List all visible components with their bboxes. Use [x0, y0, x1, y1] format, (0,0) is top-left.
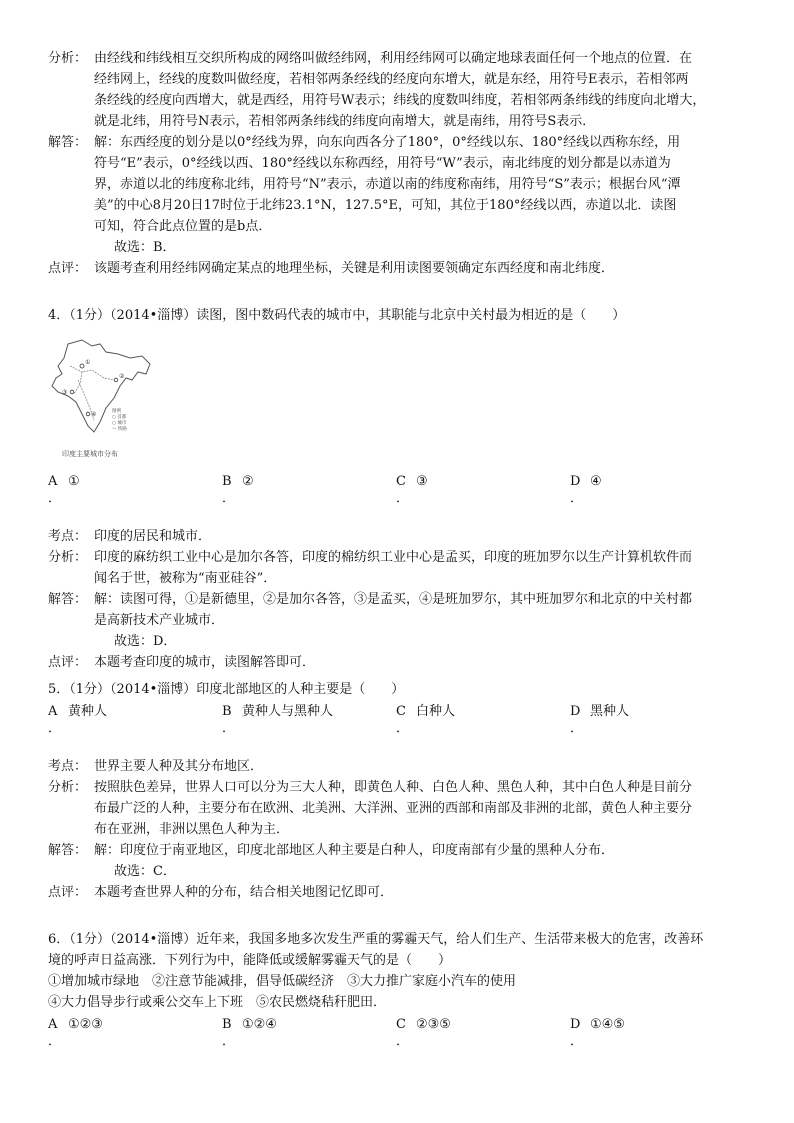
- q5-comment: [48, 882, 758, 903]
- q6-stem: [48, 929, 758, 1013]
- text-line: 就是北纬，用符号N表示，若相邻两条纬线的纬度向南增大，就是南纬，用符号S表示．: [94, 114, 596, 129]
- choice-line: 故选：B．: [114, 240, 176, 255]
- kaodian-label: 考点：: [48, 759, 88, 774]
- text-line: ④大力倡导步行或乘公交车上下班 ⑤农民燃烧秸秆肥田．: [48, 995, 387, 1010]
- option-letter: D: [570, 474, 581, 489]
- choice-line: 故选：D．: [114, 634, 177, 649]
- option-letter: C: [396, 704, 406, 719]
- india-map-image: [48, 336, 152, 462]
- text-line: 闻名于世，被称为“南亚硅谷”．: [94, 571, 277, 586]
- text-line: 解：读图可得，①是新德里，②是加尔各答，③是孟买，④是班加罗尔，其中班加罗尔和北京的中关村都: [94, 592, 693, 607]
- option-letter: A: [48, 704, 58, 719]
- kaodian-text: 世界主要人种及其分布地区．: [94, 759, 264, 774]
- option-c[interactable]: [396, 472, 570, 510]
- text-line: 境的呼声日益高涨．下列行为中，能降低或缓解雾霾天气的是（ ）: [48, 953, 452, 968]
- text-line: 符号“E”表示，0°经线以西、180°经线以东称西经，用符号“W”表示，南北纬度的划分都是以赤道为: [94, 156, 671, 171]
- comment-text: 该题考查利用经纬网确定某点的地理坐标，关键是利用读图要领确定东西经度和南北纬度．: [94, 261, 615, 276]
- option-dot: ．: [48, 491, 62, 506]
- comment-text: 本题考查印度的城市，读图解答即可．: [94, 655, 316, 670]
- option-dot: ．: [396, 1034, 410, 1049]
- q6-options: [48, 1015, 748, 1053]
- analysis-label: 分析：: [48, 51, 88, 66]
- text-line: 是高新技术产业城市．: [94, 613, 225, 628]
- option-b[interactable]: [222, 702, 396, 740]
- option-letter: C: [396, 474, 406, 489]
- india-map-figure: [48, 336, 152, 462]
- option-letter: B: [222, 474, 232, 489]
- option-d[interactable]: [570, 472, 744, 510]
- option-dot: ．: [396, 721, 410, 736]
- choice-line: 故选：C．: [114, 864, 176, 879]
- text-line: 布最广泛的人种，主要分布在欧洲、北美洲、大洋洲、亚洲的西部和南部及非洲的北部，黄色人种主要分: [94, 801, 693, 816]
- option-text: ②: [242, 474, 254, 489]
- option-letter: D: [570, 1017, 581, 1032]
- option-letter: B: [222, 704, 232, 719]
- q5-kaodian: [48, 756, 758, 777]
- option-dot: ．: [396, 491, 410, 506]
- legend-title: 图例: [112, 409, 121, 414]
- option-text: ①②③: [68, 1017, 103, 1032]
- option-dot: ．: [48, 721, 62, 736]
- q3-analysis: [48, 48, 758, 132]
- option-text: ④: [590, 474, 602, 489]
- comment-label: 点评：: [48, 885, 88, 900]
- kaodian-label: 考点：: [48, 529, 88, 544]
- text-line: 按照肤色差异，世界人口可以分为三大人种，即黄色人种、白色人种、黑色人种，其中白色人种是目前分: [94, 780, 693, 795]
- text-line: 解：印度位于南亚地区，印度北部地区人种主要是白种人，印度南部有少量的黑种人分布．: [94, 843, 615, 858]
- text-line: 美”的中心8月20日17时位于北纬23.1°N，127.5°E，可知，其位于180°经线以西，赤道以北．读图: [94, 198, 677, 213]
- q5-analysis: [48, 777, 758, 840]
- option-a[interactable]: [48, 472, 222, 510]
- text-line: 6．（1分）（2014•淄博）近年来，我国多地多次发生严重的雾霾天气，给人们生产、生活带来极大的危害，改善环: [48, 932, 704, 947]
- legend-capital: ○ 首都: [112, 415, 127, 420]
- text-line: 解：东西经度的划分是以0°经线为界，向东向西各分了180°，0°经线以东、180°经线以西称东经，用: [94, 135, 681, 150]
- kaodian-text: 印度的居民和城市．: [94, 529, 212, 544]
- option-text: ①: [68, 474, 80, 489]
- answer-label: 解答：: [48, 592, 88, 607]
- option-dot: ．: [570, 721, 584, 736]
- option-text: ③: [416, 474, 428, 489]
- option-text: 黑种人: [590, 704, 630, 719]
- svg-text:④: ④: [91, 411, 97, 418]
- option-letter: C: [396, 1017, 406, 1032]
- text-line: 由经线和纬线相互交织所构成的网络叫做经纬网，利用经纬网可以确定地球表面任何一个地点的位置．在: [94, 51, 693, 66]
- q5-options: [48, 702, 748, 740]
- option-dot: ．: [222, 491, 236, 506]
- option-a[interactable]: [48, 702, 222, 740]
- option-b[interactable]: [222, 1015, 396, 1053]
- option-text: 黄种人与黑种人: [242, 704, 334, 719]
- comment-text: 本题考查世界人种的分布，结合相关地图记忆即可．: [94, 885, 394, 900]
- text-line: 经纬网上，经线的度数叫做经度，若相邻两条经线的经度向东增大，就是东经，用符号E表示，若相邻两: [94, 72, 689, 87]
- option-c[interactable]: [396, 702, 570, 740]
- legend-city: ○ 城市: [112, 421, 127, 426]
- option-dot: ．: [570, 1034, 584, 1049]
- q4-comment: [48, 652, 758, 673]
- option-a[interactable]: [48, 1015, 222, 1053]
- option-text: 黄种人: [68, 704, 108, 719]
- analysis-label: 分析：: [48, 780, 88, 795]
- q5-answer: [48, 840, 758, 882]
- exam-page: [48, 48, 758, 1053]
- text-line: 布在亚洲，非洲以黑色人种为主．: [94, 822, 290, 837]
- q4-answer: [48, 589, 758, 652]
- option-letter: A: [48, 1017, 58, 1032]
- q4-kaodian: [48, 526, 758, 547]
- option-letter: B: [222, 1017, 232, 1032]
- svg-text:②: ②: [119, 373, 125, 380]
- q3-comment: [48, 258, 758, 279]
- option-text: 白种人: [416, 704, 456, 719]
- q4-options: [48, 472, 748, 510]
- option-text: ②③⑤: [416, 1017, 451, 1032]
- legend-railway: 〜 铁路: [112, 427, 127, 432]
- option-dot: ．: [570, 491, 584, 506]
- text-line: 印度的麻纺织工业中心是加尔各答，印度的棉纺织工业中心是孟买，印度的班加罗尔以生产计算机软件而: [94, 550, 693, 565]
- text-line: 界，赤道以北的纬度称北纬，用符号“N”表示，赤道以南的纬度称南纬，用符号“S”表示；根据台风“潭: [94, 177, 681, 192]
- comment-label: 点评：: [48, 261, 88, 276]
- answer-label: 解答：: [48, 135, 88, 150]
- option-c[interactable]: [396, 1015, 570, 1053]
- svg-text:①: ①: [85, 359, 91, 366]
- option-dot: ．: [48, 1034, 62, 1049]
- analysis-label: 分析：: [48, 550, 88, 565]
- option-letter: A: [48, 474, 58, 489]
- svg-text:③: ③: [62, 389, 68, 396]
- option-text: ①④⑤: [590, 1017, 625, 1032]
- option-d[interactable]: [570, 1015, 744, 1053]
- option-letter: D: [570, 704, 581, 719]
- option-dot: ．: [222, 1034, 236, 1049]
- q3-answer: [48, 132, 758, 258]
- answer-label: 解答：: [48, 843, 88, 858]
- option-text: ①②④: [242, 1017, 277, 1032]
- option-b[interactable]: [222, 472, 396, 510]
- text-line: 条经线的经度向西增大，就是西经，用符号W表示；纬线的度数叫纬度，若相邻两条纬线的纬度向北增大，: [94, 93, 706, 108]
- q5-stem: 5．（1分）（2014•淄博）印度北部地区的人种主要是（ ）: [48, 682, 405, 697]
- text-line: 可知，符合此点位置的是b点．: [94, 219, 272, 234]
- q4-stem: 4．（1分）（2014•淄博）读图，图中数码代表的城市中，其职能与北京中关村最为相近的是（ ）: [48, 308, 626, 323]
- map-caption: 印度主要城市分布: [62, 450, 118, 458]
- text-line: ①增加城市绿地 ②注意节能减排，倡导低碳经济 ③大力推广家庭小汽车的使用: [48, 974, 517, 989]
- q4-analysis: [48, 547, 758, 589]
- comment-label: 点评：: [48, 655, 88, 670]
- option-d[interactable]: [570, 702, 744, 740]
- option-dot: ．: [222, 721, 236, 736]
